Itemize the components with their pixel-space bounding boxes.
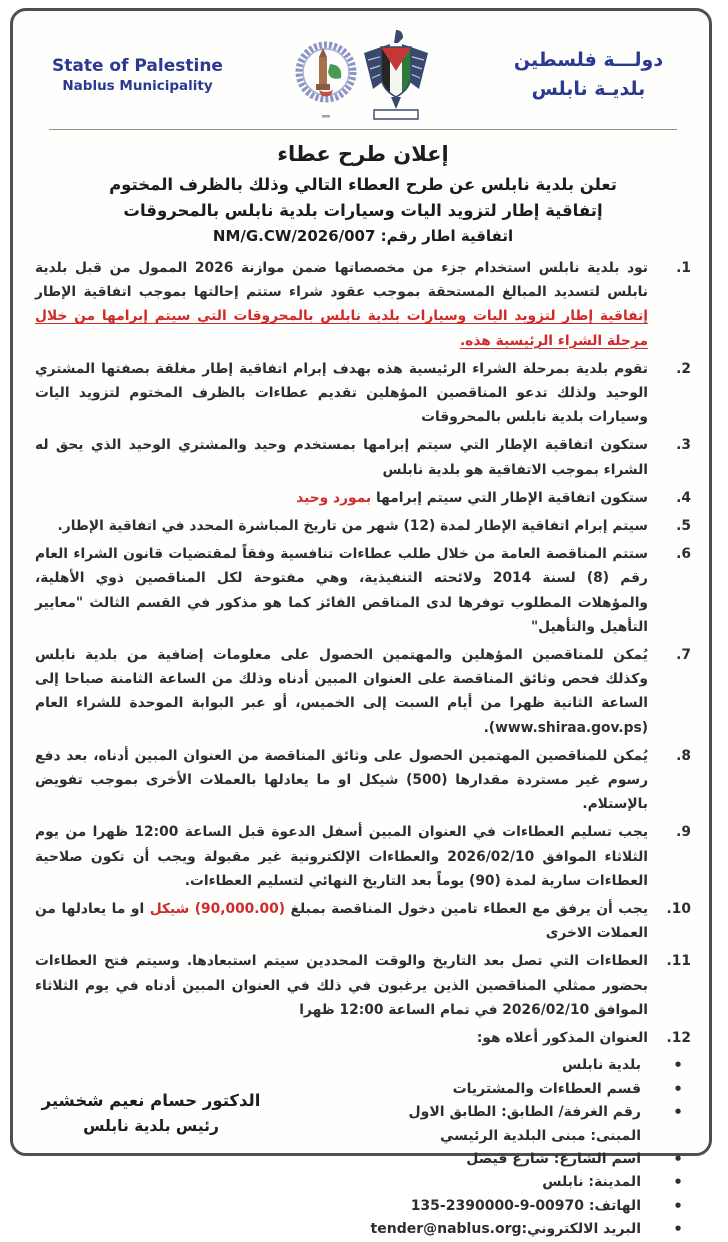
item-number: .4 xyxy=(676,489,691,506)
header-english-block xyxy=(45,56,230,94)
item-text: يجب تسليم العطاءات في العنوان المبين أسفل الدعوة قبل الساعة 12:00 ظهرا من يوم الثلاثاء الموافق 2026/02/10 والعطاءات الإلكترونية غير مقبولة ويجب أن تكون صلاحية العطاءات سارية لمدة (90) يوماً بعد التاريخ النهائي لتسليم العطاءات. xyxy=(35,824,648,889)
address-item xyxy=(35,1171,691,1194)
address-text: المدينة: نابلس xyxy=(542,1174,641,1191)
address-text: قسم العطاءات والمشتريات xyxy=(452,1080,641,1097)
header-arabic-block xyxy=(496,46,681,105)
title-block xyxy=(35,142,691,245)
address-text: الهاتف: 00970-9-2390000-135 xyxy=(410,1197,641,1214)
address-item xyxy=(35,1195,691,1218)
document-sheet xyxy=(10,8,712,1239)
item-number: .7 xyxy=(676,647,691,664)
tender-items-list xyxy=(35,256,691,1050)
item-text: تقوم بلدية بمرحلة الشراء الرئيسية هذه بهدف إبرام اتفاقية إطار مغلقة بصفتها المشتري الوحيد ولذلك تدعو المناقصين المؤهلين تقديم عطاءات بالظرف المختوم لتزويد اليات وسيارات بلدية نابلس بالمحروقات xyxy=(35,360,648,426)
bullet-icon xyxy=(665,1125,691,1148)
item-number: .8 xyxy=(676,747,691,764)
palestine-coat-of-arms-icon xyxy=(361,27,431,123)
list-item xyxy=(35,514,691,538)
address-list xyxy=(35,1054,691,1241)
agreement-title: إتفاقية إطار لتزويد اليات وسيارات بلدية نابلس بالمحروقات xyxy=(123,201,603,220)
item-text: يُمكن للمناقصين المهتمين الحصول على وثائق المناقصة من العنوان المبين أدناه، بعد دفع رسوم غير مستردة مقدارها (500) شيكل او ما يعادلها بالعملات الأخرى بموجب تفويض بالإستلام. xyxy=(35,747,649,813)
item-text: العطاءات التي تصل بعد التاريخ والوقت المحددين سيتم استبعادها. وسيتم فتح العطاءات بحضور ممثلي المناقصين الذين يرغبون في ذلك في العنوان المبين أدناه في يوم الثلاثاء الموافق 2026/02/10 في تمام الساعة 12:00 ظهرا xyxy=(35,953,648,1018)
agreement-number: اتفاقية اطار رقم: NM/G.CW/2026/007 xyxy=(212,227,514,245)
bullet-icon: • xyxy=(673,1079,683,1098)
header-logos xyxy=(230,27,496,123)
signature-name: الدكتور حسام نعيم شخشير xyxy=(41,1091,261,1110)
list-item xyxy=(35,542,691,639)
address-item xyxy=(35,1054,691,1077)
item-number: .10 xyxy=(666,901,691,918)
item-number: .12 xyxy=(666,1030,691,1047)
signature-block xyxy=(29,1091,273,1135)
bullet-icon: • xyxy=(673,1196,683,1215)
address-text: البريد الالكتروني:tender@nablus.org xyxy=(370,1221,641,1238)
list-item xyxy=(35,643,691,740)
address-text: بلدية نابلس xyxy=(562,1057,641,1074)
item-number: .9 xyxy=(676,824,691,841)
item-number: .2 xyxy=(676,360,691,377)
municipality-title-en: Nablus Municipality xyxy=(62,78,213,94)
nablus-municipality-emblem-icon xyxy=(295,27,357,123)
list-item xyxy=(35,433,691,481)
item-text: ستكون اتفاقية الإطار التي سيتم إبرامها بمورد وحيد xyxy=(296,489,648,506)
item-number: .5 xyxy=(676,518,691,535)
header-divider xyxy=(49,129,677,130)
municipality-title-ar: بلديـة نابلس xyxy=(531,78,646,100)
item-text: يُمكن للمناقصين المؤهلين والمهتمين الحصول على معلومات إضافية من بلدية نابلس وكذلك فحص وثائق المناقصة على العنوان المبين أدناه وذلك من الساعة الثامنة صباحا إلى الساعة الثانية ظهرا من أيام السبت إلى الخميس، أو عبر البوابة الموحدة للشراء العام (www.shiraa.gov.ps). xyxy=(35,647,648,736)
item-number: .1 xyxy=(676,260,691,276)
list-item xyxy=(35,897,691,945)
item-text: العنوان المذكور أعلاه هو: xyxy=(476,1030,648,1047)
list-item xyxy=(35,256,691,353)
item-text: ستتم المناقصة العامة من خلال طلب عطاءات تنافسية وفقاً لمقتضيات قانون الشراء العام رقم (8) لسنة 2014 ولائحته التنفيذية، وهي مفتوحة لكل المناقصين ذوي الأهلية، والمؤهلات المطلوب توفرها لدى المناقص الفائز كما هو مذكور في القسم الثالث "معايير التأهيل والتأهيل" xyxy=(35,546,648,635)
item-text: يجب أن يرفق مع العطاء تامين دخول المناقصة بمبلغ (90,000.00) شيكل او ما يعادلها من العملات الاخرى xyxy=(35,901,648,942)
item-number: .6 xyxy=(676,546,691,563)
bullet-icon: • xyxy=(673,1149,683,1168)
bullet-icon: • xyxy=(673,1173,683,1192)
bullet-icon: • xyxy=(673,1103,683,1122)
list-item xyxy=(35,1026,691,1050)
address-item xyxy=(35,1218,691,1241)
list-item xyxy=(35,820,691,893)
announcement-subtitle: تعلن بلدية نابلس عن طرح العطاء التالي وذلك بالظرف المختوم xyxy=(109,175,617,194)
address-text: المبنى: مبنى البلدية الرئيسي xyxy=(440,1127,641,1144)
list-item xyxy=(35,744,691,817)
list-item xyxy=(35,486,691,510)
signature-title: رئيس بلدية نابلس xyxy=(83,1117,219,1135)
item-text: ستكون اتفاقية الإطار التي سيتم إبرامها بمستخدم وحيد والمشتري الوحيد الذي يحق له الشراء بموجب الاتفاقية هو بلدية نابلس xyxy=(35,437,648,478)
state-title-ar: دولـــة فلسطين xyxy=(513,48,664,71)
bullet-icon: • xyxy=(673,1056,683,1075)
item-text: سيتم إبرام اتفاقية الإطار لمدة (12) شهر من تاريخ المباشرة المحدد في اتفاقية الإطار. xyxy=(57,518,648,535)
document-header xyxy=(35,23,691,123)
item-text: تود بلدية نابلس استخدام جزء من مخصصاتها ضمن موازنة 2026 الممول من قبل بلدية نابلس لتسديد المبالغ المستحقة بموجب عقود شراء ستتم إحالتها بموجب اتفاقية الإطار إتفاقية إطار لتزويد اليات وسيارات بلدية نابلس بالمحروقات التي سيتم إبرامها من خلال مرحلة الشراء الرئيسية هذه. xyxy=(35,260,648,349)
address-text: اسم الشارع: شارع فيصل xyxy=(466,1150,641,1167)
list-item xyxy=(35,949,691,1022)
state-title-en: State of Palestine xyxy=(52,56,223,76)
bullet-icon: • xyxy=(673,1220,683,1239)
item-number: .11 xyxy=(666,953,691,970)
item-number: .3 xyxy=(676,437,691,454)
list-item xyxy=(35,357,691,430)
announcement-title: إعلان طرح عطاء xyxy=(277,142,449,166)
address-text: رقم الغرفة/ الطابق: الطابق الاول xyxy=(408,1104,641,1121)
